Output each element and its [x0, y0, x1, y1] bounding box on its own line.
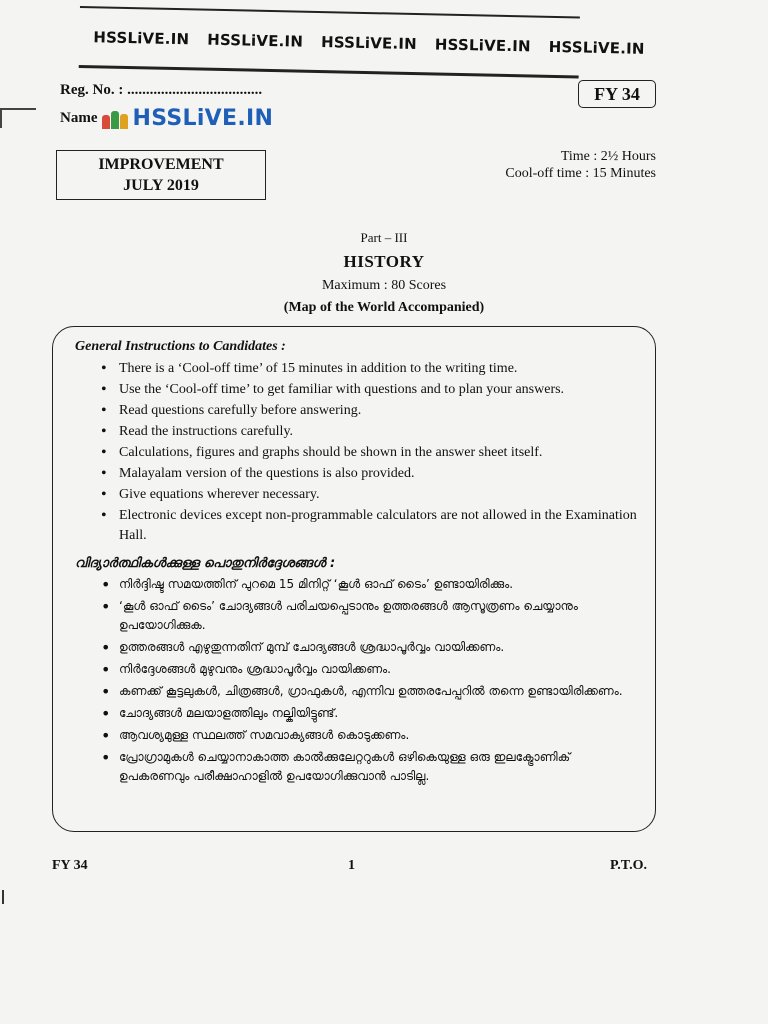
instructions-title: General Instructions to Candidates :: [75, 339, 286, 354]
margin-mark: [0, 108, 2, 128]
instruction-item: • Read questions carefully before answering.: [101, 401, 637, 421]
name-row: [60, 106, 273, 131]
banner-text: HSSLiVE.IN: [434, 34, 531, 55]
hsslive-banner: [79, 6, 645, 78]
part-number: Part – III: [360, 230, 408, 245]
malayalam-instruction-item: • ചോദ്യങ്ങൾ മലയാളത്തിലും നല്കിയിട്ടുണ്ട്.: [101, 704, 637, 723]
instruction-item: • Calculations, figures and graphs should be shown in the answer sheet itself.: [101, 443, 637, 463]
subject-title: HISTORY: [343, 252, 425, 271]
instruction-item: • There is a ‘Cool-off time’ of 15 minutes in addition to the writing time.: [101, 359, 637, 379]
banner-text: HSSLiVE.IN: [320, 32, 418, 53]
registration-number-field: Reg. No. : ....................................: [60, 82, 263, 98]
malayalam-instructions-title: വിദ്യാർത്ഥികൾക്കുള്ള പൊതുനിർദ്ദേശങ്ങൾ :: [75, 556, 336, 571]
exam-session-box: [56, 150, 266, 200]
session-date: JULY 2019: [123, 177, 199, 194]
children-logo-icon: [102, 109, 130, 129]
english-instructions-list: [75, 359, 637, 546]
page-number: 1: [348, 858, 355, 873]
malayalam-instruction-item: • കണക്ക് കൂട്ടലുകൾ, ചിത്രങ്ങൾ, ഗ്രാഫുകൾ, എന്നിവ ഉത്തരപേപ്പറിൽ തന്നെ ഉണ്ടായിരിക്കണം.: [101, 682, 637, 701]
margin-mark: [0, 108, 36, 110]
banner-text: HSSLiVE.IN: [548, 37, 645, 58]
logo-text: HSSLiVE.IN: [132, 106, 274, 131]
instruction-item: • Read the instructions carefully.: [101, 422, 637, 442]
footer-paper-code: FY 34: [52, 858, 88, 873]
session-type: IMPROVEMENT: [98, 156, 224, 173]
cool-off-time: Cool-off time : 15 Minutes: [505, 166, 656, 181]
time-info: [505, 148, 656, 182]
paper-code: FY 34: [578, 80, 656, 108]
maximum-score: Maximum : 80 Scores: [321, 278, 447, 293]
malayalam-instruction-item: • ആവശ്യമുള്ള സ്ഥലത്ത് സമവാക്യങ്ങൾ കൊടുക്കണം.: [101, 726, 637, 745]
instruction-item: • Electronic devices except non-programmable calculators are not allowed in the Examination Hall.: [101, 506, 637, 546]
banner-text: HSSLiVE.IN: [207, 30, 304, 51]
please-turn-over: P.T.O.: [610, 858, 647, 873]
malayalam-instruction-item: • ‘കൂൾ ഓഫ് ടൈം’ ചോദ്യങ്ങൾ പരിചയപ്പെടാനും ഉത്തരങ്ങൾ ആസൂത്രണം ചെയ്യാനും ഉപയോഗിക്കുക.: [101, 597, 637, 635]
duration: Time : 2½ Hours: [560, 149, 656, 164]
instruction-item: • Use the ‘Cool-off time’ to get familiar with questions and to plan your answers.: [101, 380, 637, 400]
instruction-item: • Give equations wherever necessary.: [101, 485, 637, 505]
name-label: Name: [60, 110, 98, 126]
hsslive-logo: [102, 106, 274, 131]
malayalam-instruction-item: • ഉത്തരങ്ങൾ എഴുതുന്നതിന് മുമ്പ് ചോദ്യങ്ങൾ ശ്രദ്ധാപൂർവ്വം വായിക്കണം.: [101, 638, 637, 657]
instruction-item: • Malayalam version of the questions is also provided.: [101, 464, 637, 484]
instructions-box: [52, 326, 656, 832]
banner-text: HSSLiVE.IN: [93, 27, 190, 48]
malayalam-instruction-item: • പ്രോഗ്രാമുകൾ ചെയ്യാനാകാത്ത കാൽക്കുലേറ്ററുകൾ ഒഴികെയുള്ള ഒരു ഇലക്ട്രോണിക് ഉപകരണവും പരീക്ഷാഹാളിൽ ഉപയോഗിക്കുവാൻ പാടില്ല.: [101, 748, 637, 786]
map-note: (Map of the World Accompanied): [283, 300, 485, 315]
margin-mark: [2, 890, 4, 904]
malayalam-instruction-item: • നിർദ്ദിഷ്ട സമയത്തിന് പുറമെ 15 മിനിറ്റ് ‘കൂൾ ഓഫ് ടൈം’ ഉണ്ടായിരിക്കും.: [101, 575, 637, 594]
malayalam-instruction-item: • നിർദ്ദേശങ്ങൾ മുഴുവനും ശ്രദ്ധാപൂർവ്വം വായിക്കണം.: [101, 660, 637, 679]
malayalam-instructions-list: [75, 575, 637, 786]
